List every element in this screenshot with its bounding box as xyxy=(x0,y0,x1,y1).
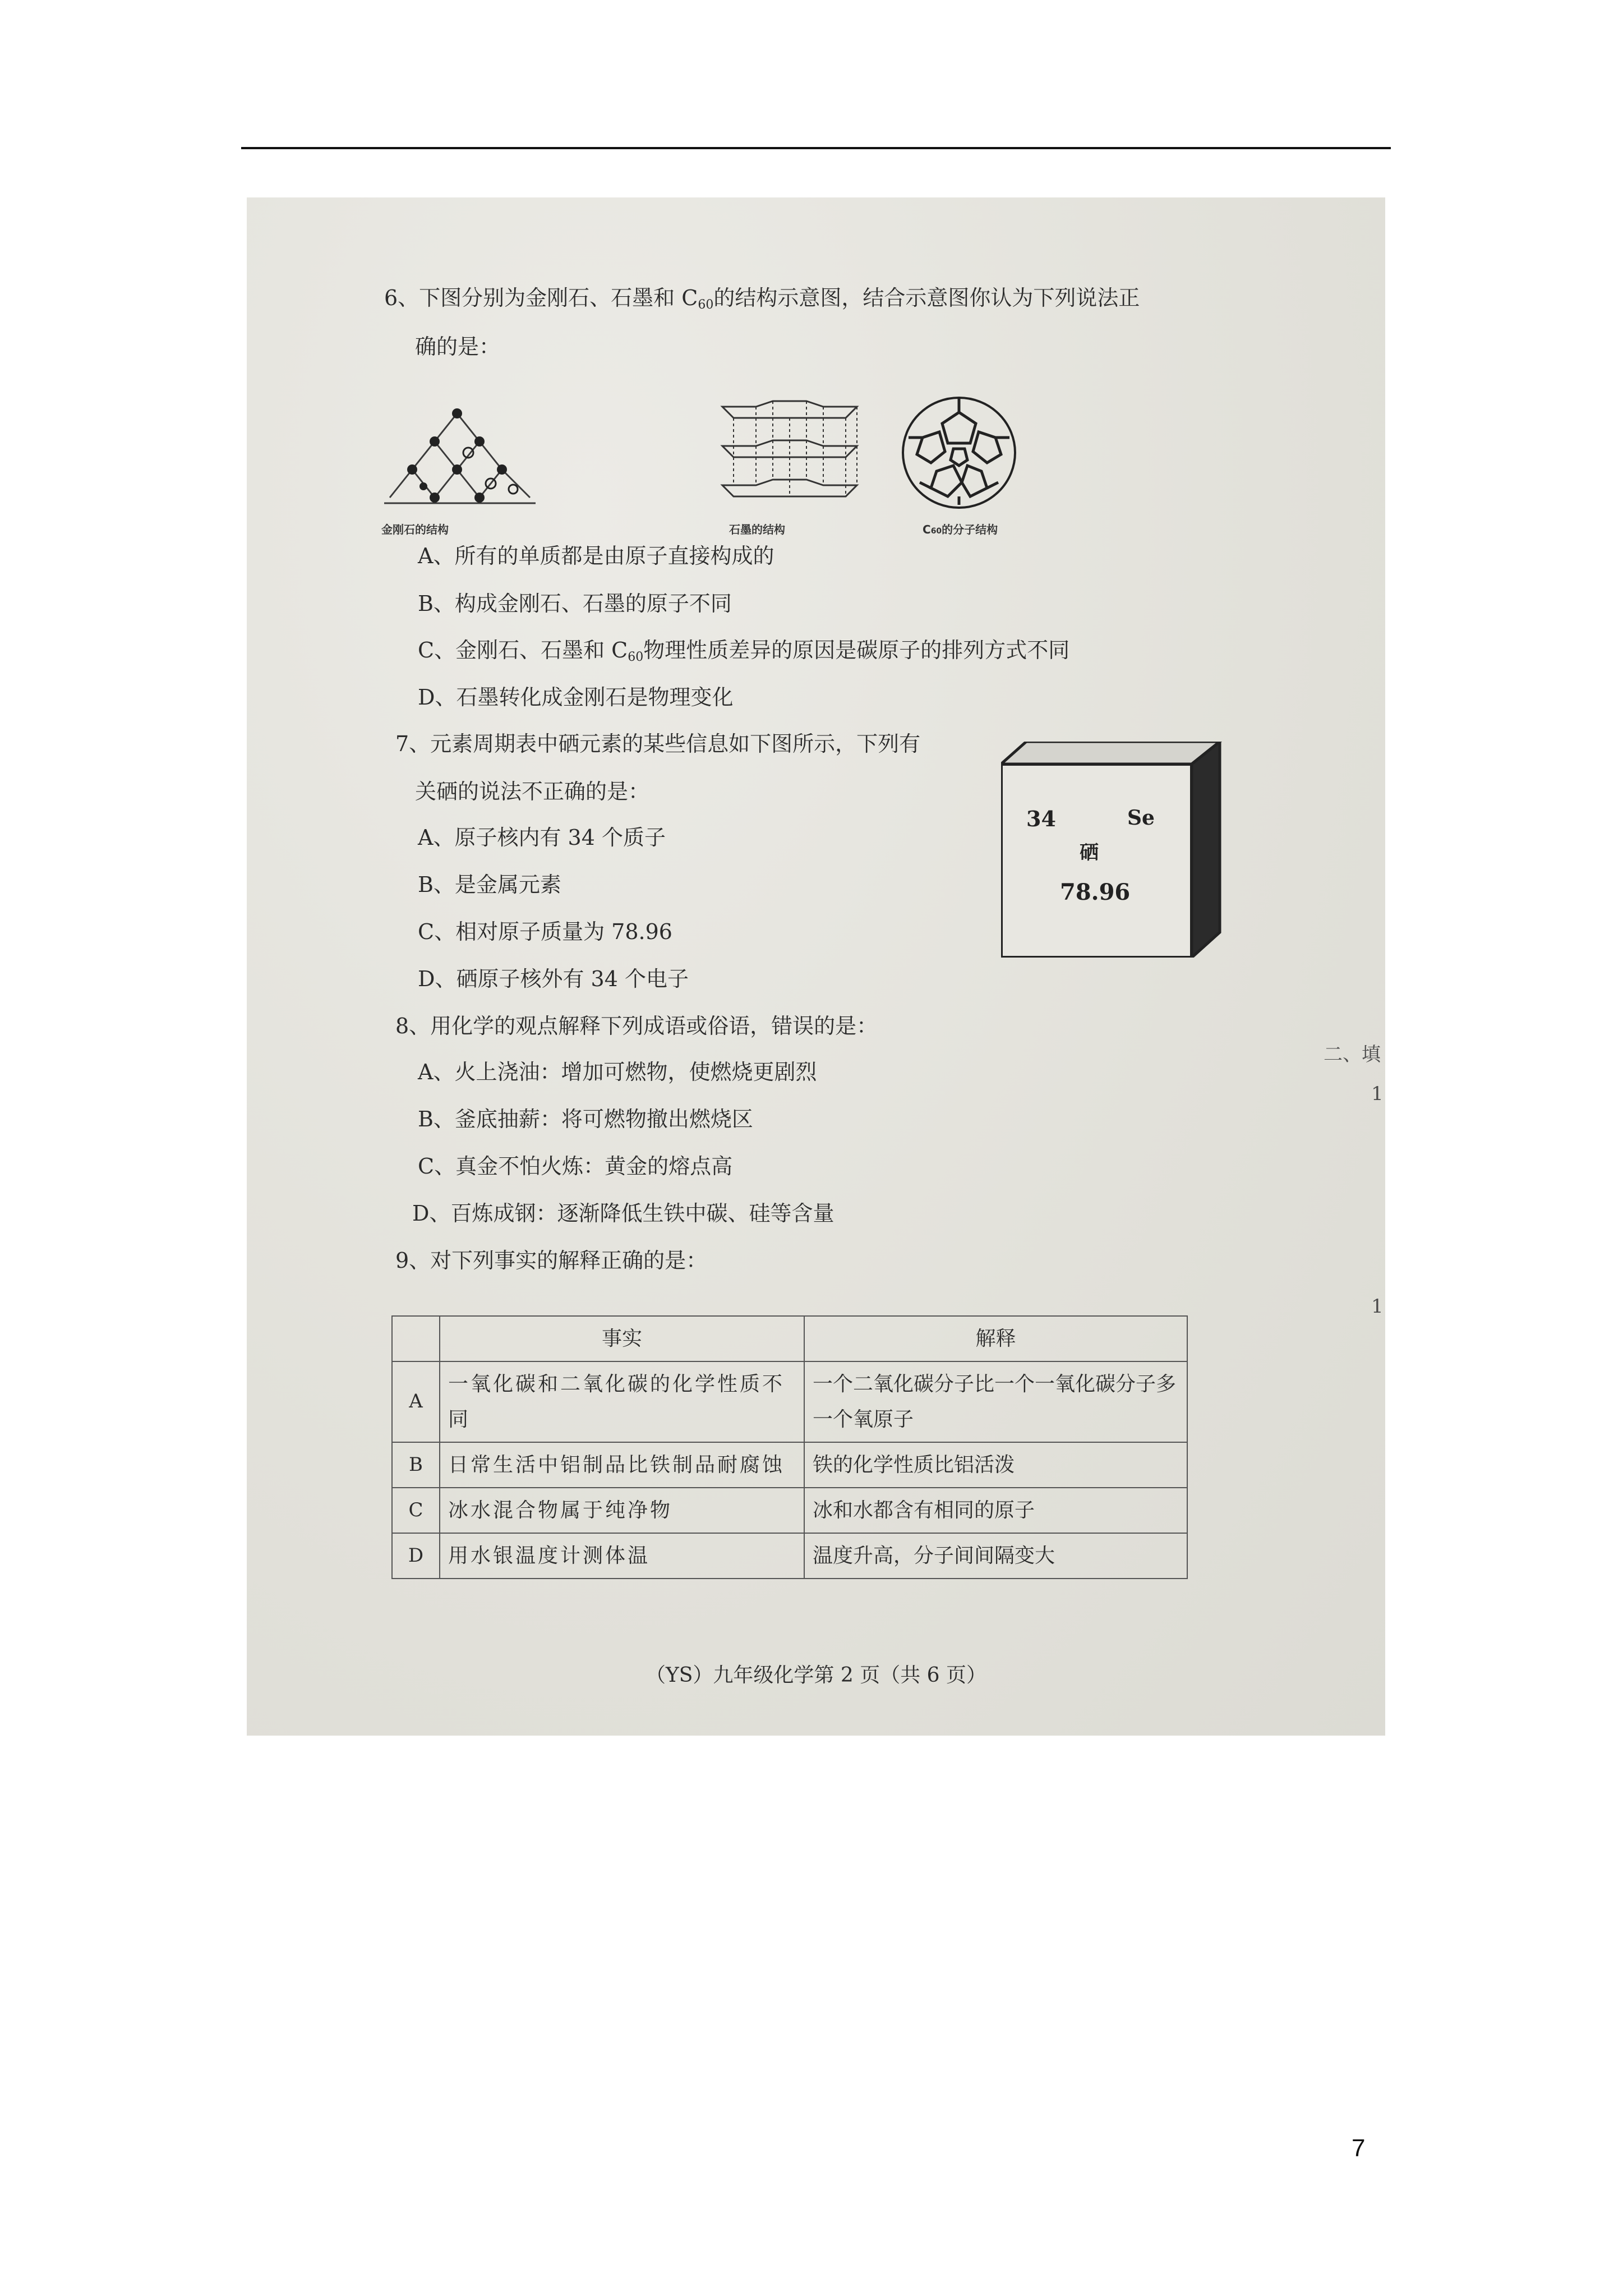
margin-fragment: 二、填 xyxy=(1324,1043,1381,1066)
row-letter: B xyxy=(392,1442,440,1488)
margin-fragment: 1 xyxy=(1371,1083,1384,1105)
row-letter: A xyxy=(392,1361,440,1442)
table-header-row xyxy=(392,1316,1187,1361)
table-row xyxy=(392,1361,1187,1442)
row-explain: 温度升高，分子间间隔变大 xyxy=(804,1533,1187,1579)
q6-option-a: A、所有的单质都是由原子直接构成的 xyxy=(418,544,774,568)
graphite-caption: 石墨的结构 xyxy=(729,523,785,536)
table-row xyxy=(392,1488,1187,1533)
element-symbol: Se xyxy=(1127,806,1155,830)
row-fact: 日常生活中铝制品比铁制品耐腐蚀 xyxy=(440,1442,804,1488)
q7-option-b: B、是金属元素 xyxy=(418,872,561,897)
q6-option-c: C、金刚石、石墨和 $C_{60}$物理性质差异的原因是碳原子的排列方式不同 xyxy=(418,638,1070,664)
header-rule xyxy=(241,147,1391,149)
diamond-structure-figure xyxy=(373,391,541,520)
q8-option-a: A、火上浇油：增加可燃物，使燃烧更剧烈 xyxy=(418,1060,817,1084)
row-letter: C xyxy=(392,1488,440,1533)
q7-option-d: D、硒原子核外有 34 个电子 xyxy=(418,967,689,991)
q6-option-b: B、构成金刚石、石墨的原子不同 xyxy=(418,591,732,616)
row-fact: 用水银温度计测体温 xyxy=(440,1533,804,1579)
q6-option-d: D、石墨转化成金刚石是物理变化 xyxy=(418,685,734,710)
row-explain: 冰和水都含有相同的原子 xyxy=(804,1488,1187,1533)
graphite-structure-figure xyxy=(717,395,863,513)
scanned-exam-page xyxy=(247,197,1385,1736)
q7-option-c: C、相对原子质量为 78.96 xyxy=(418,919,672,944)
q9-stem: 9、对下列事实的解释正确的是： xyxy=(395,1248,708,1273)
margin-fragment: 1 xyxy=(1371,1295,1384,1318)
row-fact: 冰水混合物属于纯净物 xyxy=(440,1488,804,1533)
c60-structure-figure xyxy=(897,393,1021,513)
table-row xyxy=(392,1533,1187,1579)
row-explain: 一个二氧化碳分子比一个一氧化碳分子多一个氧原子 xyxy=(804,1361,1187,1442)
element-atomic-mass: 78.96 xyxy=(1060,879,1131,905)
q6-stem-line2: 确的是： xyxy=(415,334,501,359)
page-number: 7 xyxy=(1352,2134,1366,2162)
row-letter: D xyxy=(392,1533,440,1579)
element-atomic-number: 34 xyxy=(1026,806,1056,831)
q8-option-b: B、釜底抽薪：将可燃物撤出燃烧区 xyxy=(418,1107,753,1131)
diamond-caption: 金刚石的结构 xyxy=(381,523,449,536)
table-header-blank xyxy=(392,1316,440,1361)
selenium-element-card xyxy=(1001,742,1223,958)
q8-stem: 8、用化学的观点解释下列成语或俗语，错误的是： xyxy=(395,1014,878,1038)
element-name: 硒 xyxy=(1080,841,1099,864)
table-header-fact: 事实 xyxy=(440,1316,804,1361)
q8-option-d: D、百炼成钢：逐渐降低生铁中碳、硅等含量 xyxy=(412,1201,834,1226)
q6-stem: 6、下图分别为金刚石、石墨和 $C_{60}$的结构示意图，结合示意图你认为下列说法正 xyxy=(384,286,1140,312)
q7-stem: 7、元素周期表中硒元素的某些信息如下图所示，下列有 xyxy=(395,731,921,756)
q7-stem-line2: 关硒的说法不正确的是： xyxy=(415,779,650,804)
row-fact: 一氧化碳和二氧化碳的化学性质不同 xyxy=(440,1361,804,1442)
element-card-cube-icon xyxy=(1001,742,1223,958)
row-explain: 铁的化学性质比铝活泼 xyxy=(804,1442,1187,1488)
table-row xyxy=(392,1442,1187,1488)
table-header-explain: 解释 xyxy=(804,1316,1187,1361)
q9-facts-table xyxy=(391,1315,1188,1579)
q7-option-a: A、原子核内有 34 个质子 xyxy=(418,825,666,850)
q8-option-c: C、真金不怕火炼：黄金的熔点高 xyxy=(418,1154,733,1179)
page-footer: （YS）九年级化学第 2 页（共 6 页） xyxy=(645,1664,986,1687)
c60-caption: C60的分子结构 xyxy=(923,523,998,536)
